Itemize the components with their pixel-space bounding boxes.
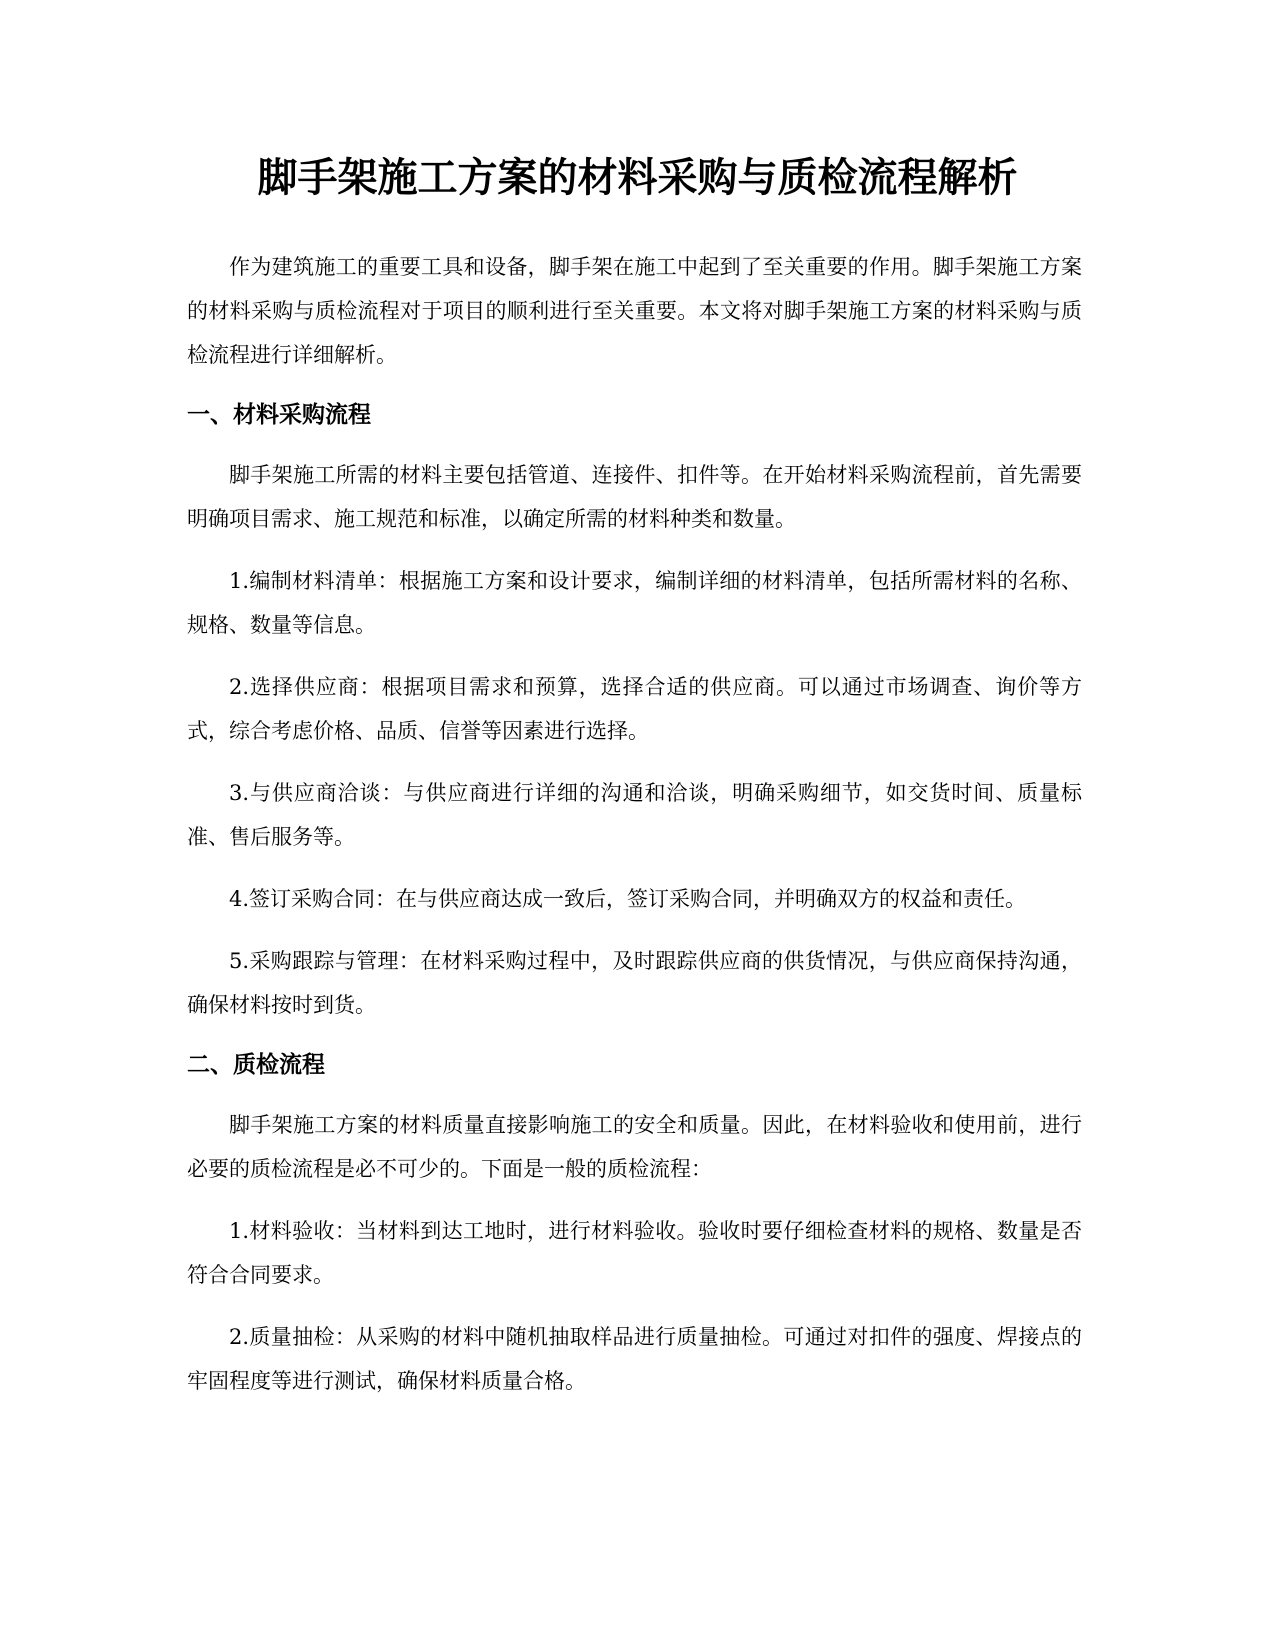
procurement-step-4: 4.签订采购合同：在与供应商达成一致后，签订采购合同，并明确双方的权益和责任。 [229,887,1027,911]
procurement-step-1: 1.编制材料清单：根据施工方案和设计要求，编制详细的材料清单，包括所需材料的名称、规格、数量等信息。 [187,569,1082,637]
quality-step-1: 1.材料验收：当材料到达工地时，进行材料验收。验收时要仔细检查材料的规格、数量是否符合合同要求。 [187,1219,1082,1287]
procurement-step-2: 2.选择供应商：根据项目需求和预算，选择合适的供应商。可以通过市场调查、询价等方式，综合考虑价格、品质、信誉等因素进行选择。 [187,675,1082,743]
procurement-step-5: 5.采购跟踪与管理：在材料采购过程中，及时跟踪供应商的供货情况，与供应商保持沟通，确保材料按时到货。 [187,949,1082,1017]
section-heading-quality-inspection: 二、质检流程 [187,1052,325,1078]
document-body [187,245,1082,1421]
quality-step-2: 2.质量抽检：从采购的材料中随机抽取样品进行质量抽检。可通过对扣件的强度、焊接点的牢固程度等进行测试，确保材料质量合格。 [187,1325,1082,1393]
procurement-step-3: 3.与供应商洽谈：与供应商进行详细的沟通和洽谈，明确采购细节，如交货时间、质量标准、售后服务等。 [187,781,1082,849]
quality-intro-paragraph: 脚手架施工方案的材料质量直接影响施工的安全和质量。因此，在材料验收和使用前，进行必要的质检流程是必不可少的。下面是一般的质检流程： [187,1113,1082,1181]
document-title: 脚手架施工方案的材料采购与质检流程解析 [257,155,1018,201]
procurement-intro-paragraph: 脚手架施工所需的材料主要包括管道、连接件、扣件等。在开始材料采购流程前，首先需要明确项目需求、施工规范和标准，以确定所需的材料种类和数量。 [187,463,1082,531]
section-heading-procurement: 一、材料采购流程 [187,402,371,428]
intro-paragraph: 作为建筑施工的重要工具和设备，脚手架在施工中起到了至关重要的作用。脚手架施工方案的材料采购与质检流程对于项目的顺利进行至关重要。本文将对脚手架施工方案的材料采购与质检流程进行详细解析。 [187,255,1082,367]
